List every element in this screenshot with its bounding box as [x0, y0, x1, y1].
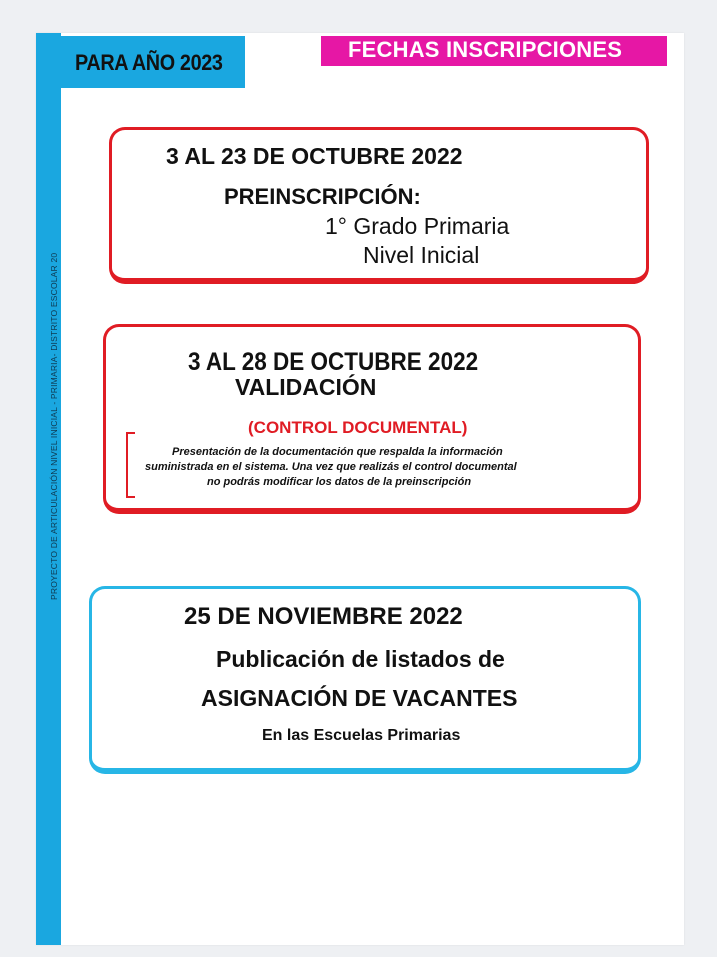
vacancy-line-1: Publicación de listados de — [216, 646, 505, 672]
red-bracket-mark — [126, 432, 135, 498]
validation-description-line-3: no podrás modificar los datos de la preinscripción — [207, 476, 472, 488]
validation-description-line-1: Presentación de la documentación que respalda la información — [172, 446, 503, 458]
vacancy-line-3: En las Escuelas Primarias — [262, 727, 461, 744]
preinscription-title: PREINSCRIPCIÓN: — [224, 184, 421, 209]
vacancy-line-2: ASIGNACIÓN DE VACANTES — [201, 685, 518, 711]
validation-date: 3 AL 28 DE OCTUBRE 2022 — [188, 348, 479, 376]
validation-title: VALIDACIÓN — [235, 374, 377, 400]
preinscription-date: 3 AL 23 DE OCTUBRE 2022 — [166, 143, 463, 169]
validation-description-line-2: suministrada en el sistema. Una vez que realizás el control documental — [145, 461, 517, 473]
validation-subtitle: (CONTROL DOCUMENTAL) — [248, 418, 468, 437]
year-label: PARA AÑO 2023 — [75, 50, 223, 75]
preinscription-level-1: 1° Grado Primaria — [325, 213, 510, 239]
preinscription-level-2: Nivel Inicial — [363, 242, 480, 268]
page-title: FECHAS INSCRIPCIONES — [348, 37, 623, 62]
vacancy-date: 25 DE NOVIEMBRE 2022 — [184, 603, 463, 630]
vertical-project-label: PROYECTO DE ARTICULACIÓN NIVEL INICIAL - PRIMARIA- DISTRITO ESCOLAR 20 — [49, 252, 59, 600]
